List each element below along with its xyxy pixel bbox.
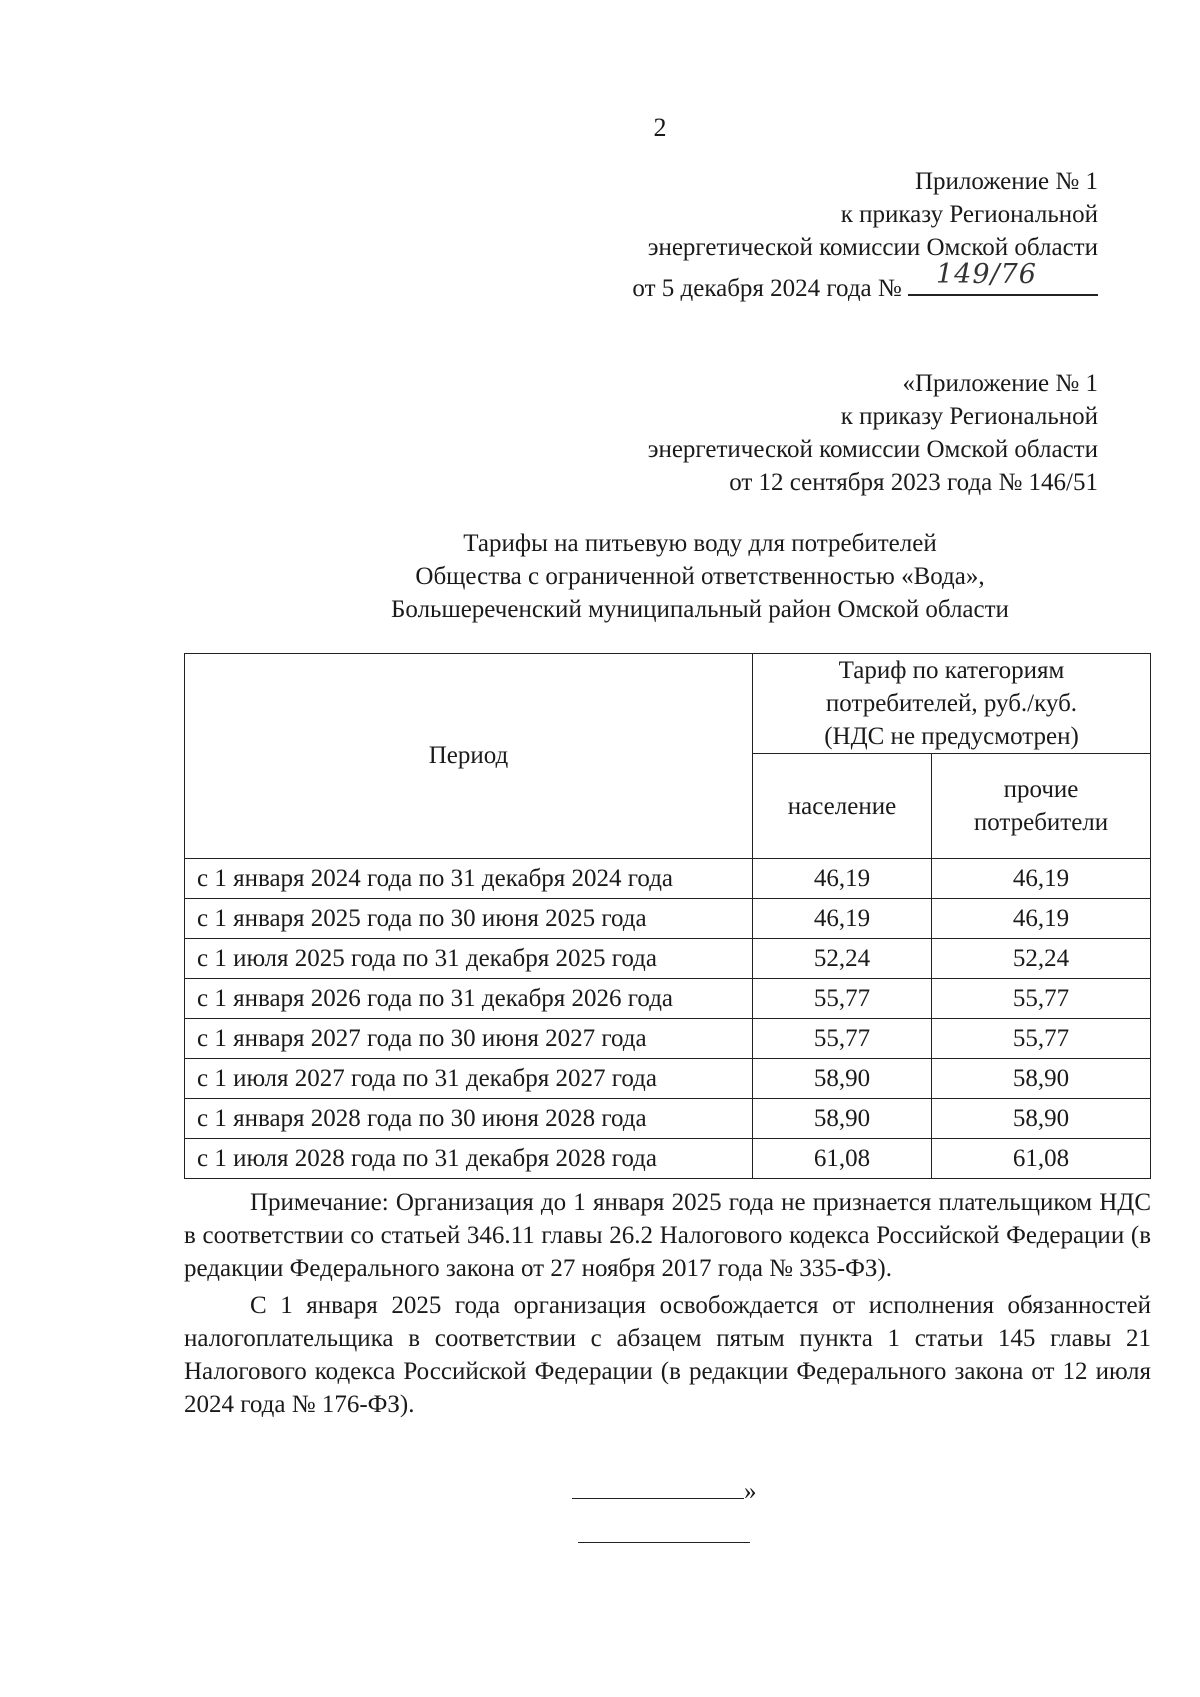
document-title [200, 527, 1200, 626]
appendix-header-line: к приказу Региональной [840, 201, 1098, 228]
period-cell: с 1 января 2028 года по 30 июня 2028 года [185, 1099, 753, 1139]
tariff-table [184, 653, 1151, 1179]
other-consumers-column-header [932, 754, 1151, 859]
period-cell: с 1 июля 2025 года по 31 декабря 2025 года [185, 939, 753, 979]
appendix-header-line: энергетической комиссии Омской области [647, 234, 1098, 261]
other-tariff-cell: 46,19 [932, 899, 1151, 939]
end-divider [578, 1542, 750, 1543]
quoted-appendix-line: «Приложение № 1 [902, 370, 1098, 397]
appendix-header-date-line [632, 259, 1098, 305]
order-number-field [908, 259, 1098, 296]
population-tariff-cell: 61,08 [753, 1139, 932, 1179]
table-row [185, 1139, 1151, 1179]
closing-mark [572, 1478, 757, 1506]
other-tariff-cell: 46,19 [932, 859, 1151, 899]
tariff-header-line: потребителей, руб./куб. [825, 690, 1078, 717]
population-tariff-cell: 55,77 [753, 1019, 932, 1059]
title-line: Общества с ограниченной ответственностью «Вода», [415, 563, 985, 590]
population-tariff-cell: 58,90 [753, 1059, 932, 1099]
other-tariff-cell: 55,77 [932, 979, 1151, 1019]
period-cell: с 1 января 2025 года по 30 июня 2025 года [185, 899, 753, 939]
notes-section [184, 1186, 1151, 1425]
table-row [185, 899, 1151, 939]
table-row [185, 1099, 1151, 1139]
period-cell: с 1 июля 2028 года по 31 декабря 2028 года [185, 1139, 753, 1179]
other-tariff-cell: 52,24 [932, 939, 1151, 979]
period-cell: с 1 января 2027 года по 30 июня 2027 года [185, 1019, 753, 1059]
population-tariff-cell: 52,24 [753, 939, 932, 979]
population-column-header: население [753, 754, 932, 859]
population-tariff-cell: 46,19 [753, 859, 932, 899]
quoted-appendix-header [648, 367, 1098, 499]
population-tariff-cell: 58,90 [753, 1099, 932, 1139]
period-cell: с 1 января 2024 года по 31 декабря 2024 года [185, 859, 753, 899]
table-row [185, 939, 1151, 979]
appendix-header-line: Приложение № 1 [914, 168, 1098, 195]
other-tariff-cell: 58,90 [932, 1099, 1151, 1139]
population-tariff-cell: 46,19 [753, 899, 932, 939]
title-line: Тарифы на питьевую воду для потребителей [463, 530, 937, 557]
population-tariff-cell: 55,77 [753, 979, 932, 1019]
quoted-appendix-line: энергетической комиссии Омской области [647, 436, 1098, 463]
table-row [185, 979, 1151, 1019]
table-row [185, 859, 1151, 899]
appendix-header-date: от 5 декабря 2024 года № [632, 275, 902, 302]
other-tariff-cell: 58,90 [932, 1059, 1151, 1099]
handwritten-order-number: 149/76 [936, 259, 1037, 290]
period-header: Период [185, 654, 753, 859]
closing-quote: » [744, 1478, 757, 1505]
other-header-line: прочие [1003, 776, 1079, 803]
note-paragraph: С 1 января 2025 года организация освобождается от исполнения обязанностей налогоплательщика в соответствии с абзацем пятым пункта 1 статьи 145 главы 21 Налогового кодекса Российской Федерации (в редакции Федерального закона от 12 июля 2024 года № 176-ФЗ). [184, 1292, 1151, 1418]
other-tariff-cell: 55,77 [932, 1019, 1151, 1059]
period-cell: с 1 января 2026 года по 31 декабря 2026 года [185, 979, 753, 1019]
other-tariff-cell: 61,08 [932, 1139, 1151, 1179]
title-line: Большереченский муниципальный район Омской области [391, 596, 1009, 623]
quoted-appendix-line: к приказу Региональной [840, 403, 1098, 430]
tariff-header [753, 654, 1151, 754]
page-number: 2 [653, 113, 667, 142]
period-cell: с 1 июля 2027 года по 31 декабря 2027 года [185, 1059, 753, 1099]
note-paragraph: Примечание: Организация до 1 января 2025 года не признается плательщиком НДС в соответствии со статьей 346.11 главы 26.2 Налогового кодекса Российской Федерации (в редакции Федерального закона от 27 ноября 2017 года № 335-ФЗ). [184, 1189, 1151, 1282]
quoted-appendix-line: от 12 сентября 2023 года № 146/51 [729, 469, 1098, 496]
appendix-header [632, 165, 1098, 305]
tariff-header-line: Тариф по категориям [838, 657, 1065, 684]
closing-line [572, 1478, 744, 1499]
table-row [185, 1059, 1151, 1099]
other-header-line: потребители [973, 809, 1109, 836]
tariff-header-line: (НДС не предусмотрен) [824, 723, 1079, 750]
table-row [185, 1019, 1151, 1059]
tariff-table-body [185, 859, 1151, 1179]
